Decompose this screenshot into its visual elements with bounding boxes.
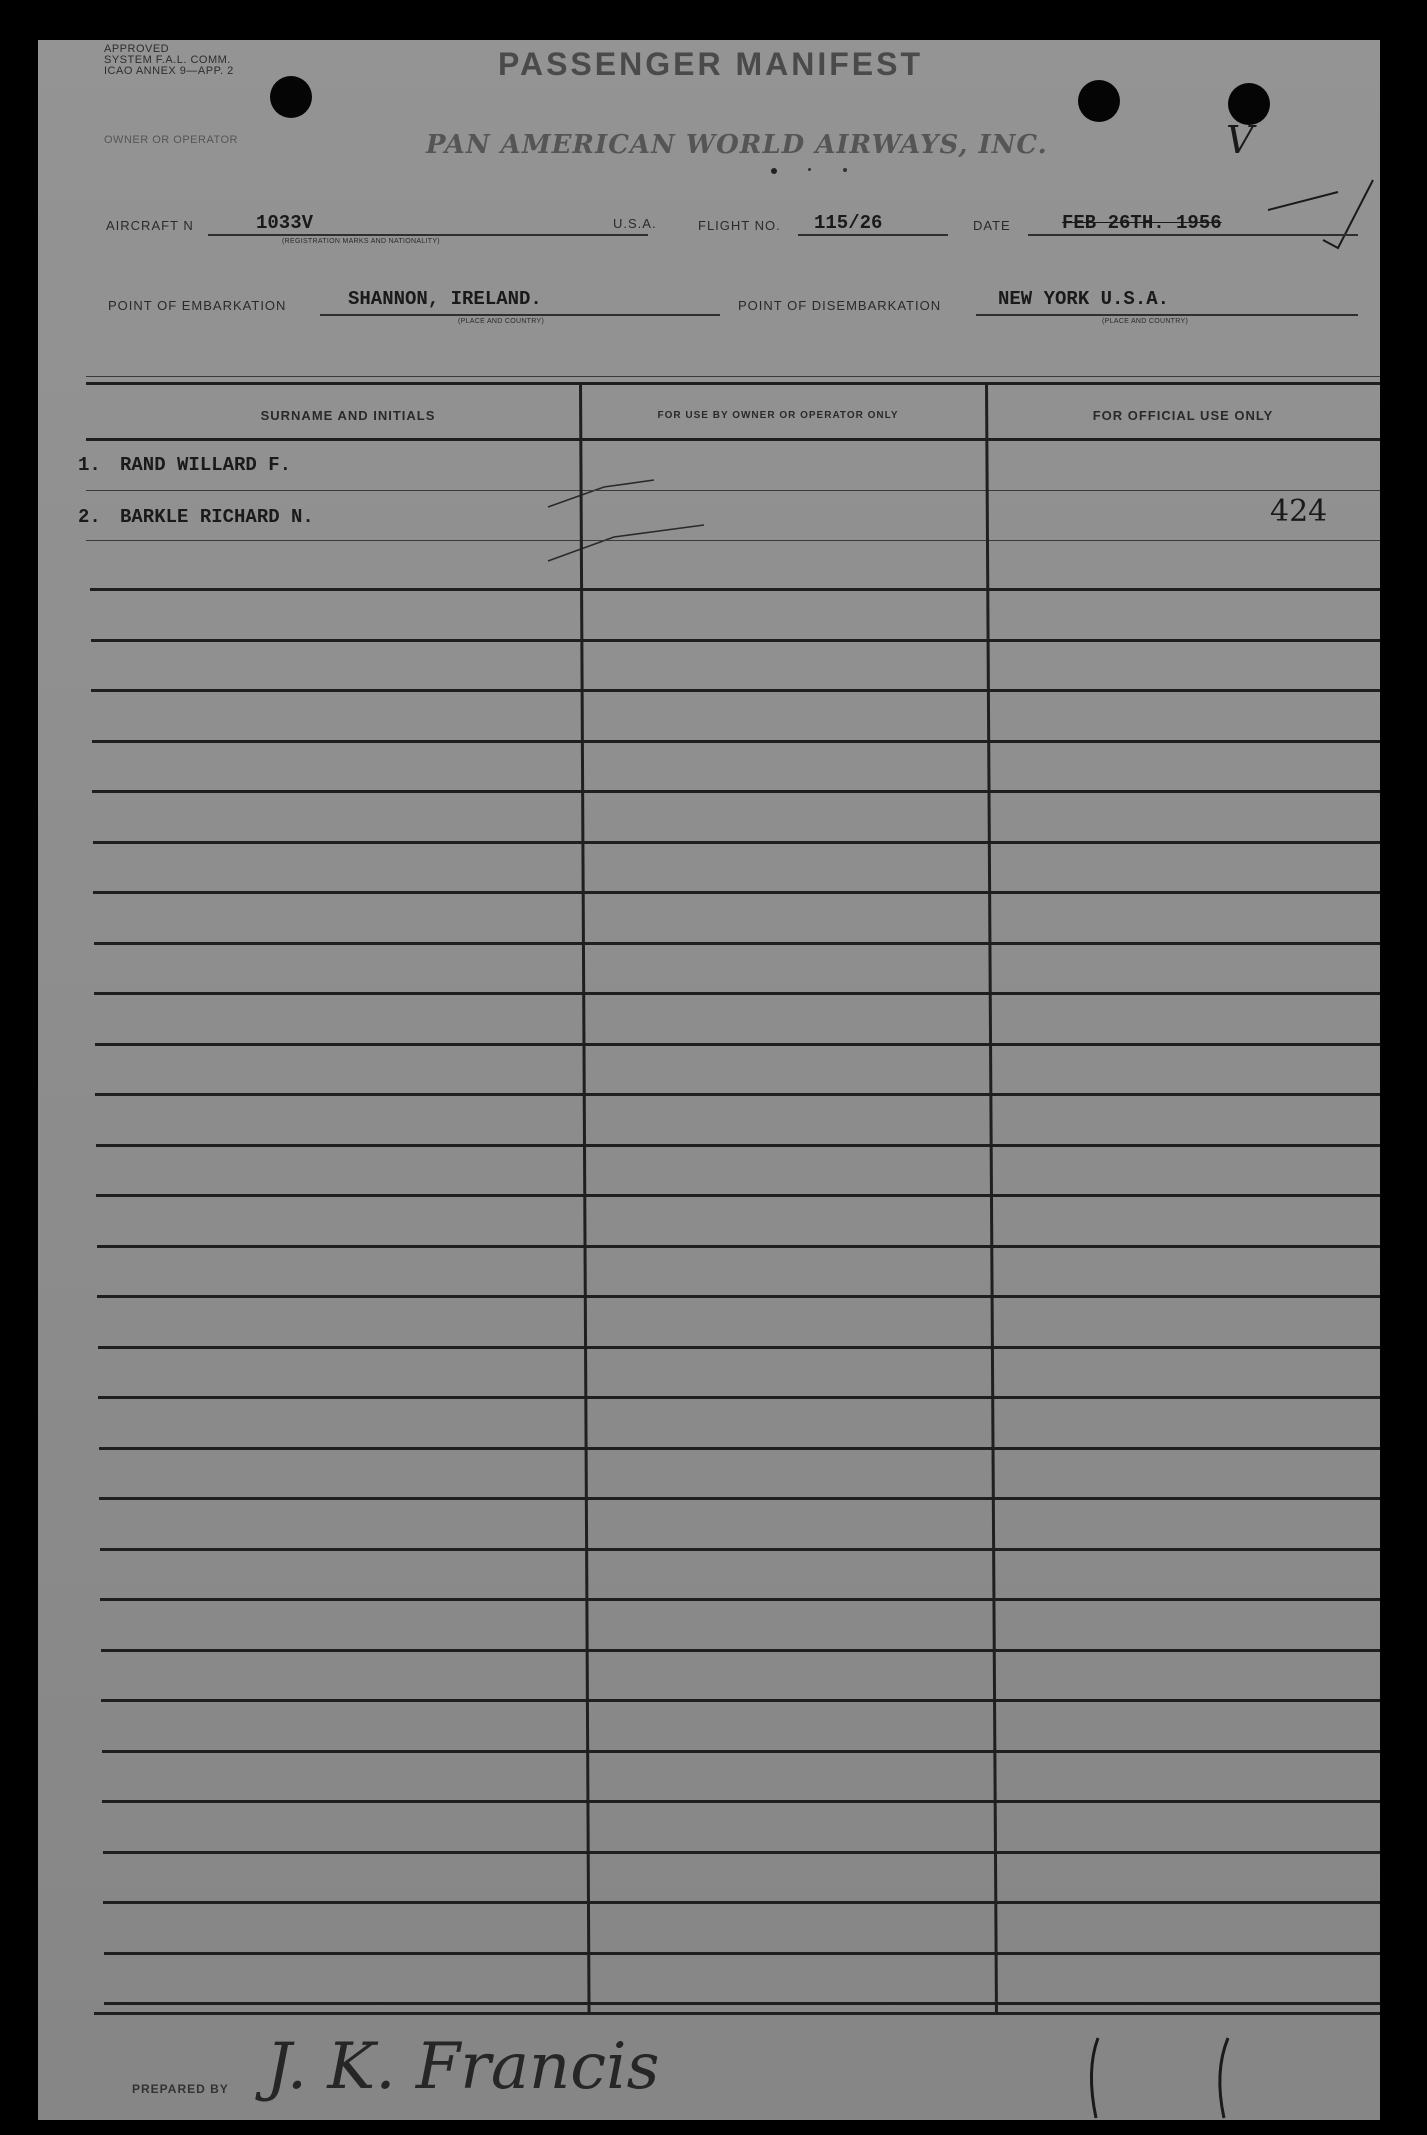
table-row-rule — [103, 1901, 1380, 1904]
table-row-rule — [94, 2012, 1380, 2015]
usa-label: U.S.A. — [613, 216, 657, 231]
table-row-rule — [92, 740, 1381, 743]
table-row-rule — [94, 992, 1380, 995]
prepared-signature: J. K. Francis — [266, 2030, 660, 2104]
approval-line: APPROVED — [104, 43, 170, 55]
table-row-rule — [96, 1144, 1380, 1147]
disembarkation-label: POINT OF DISEMBARKATION — [738, 298, 942, 313]
punch-hole-center — [1078, 80, 1120, 122]
table-row-rule — [96, 1194, 1380, 1197]
owner-label: OWNER OR OPERATOR — [104, 134, 238, 146]
embarkation-label: POINT OF EMBARKATION — [108, 298, 287, 313]
punch-hole-left — [270, 76, 312, 118]
bracket-marks — [1058, 2030, 1278, 2120]
aircraft-label: AIRCRAFT N — [106, 218, 194, 233]
table-row-rule — [97, 1245, 1380, 1248]
table-row-rule — [93, 891, 1380, 894]
column-divider — [579, 382, 591, 2014]
dot-mark — [843, 168, 847, 172]
table-row-rule — [94, 942, 1380, 945]
official-code: 424 — [1270, 494, 1328, 529]
aircraft-number: 1033V — [256, 212, 314, 234]
table-row-rule — [91, 689, 1380, 692]
table-row-rule — [99, 1497, 1380, 1500]
passenger-name: BARKLE RICHARD N. — [120, 506, 314, 528]
dot-mark — [771, 168, 777, 174]
table-row-rule — [93, 841, 1380, 844]
table-row-rule — [86, 540, 1380, 541]
table-row-rule — [100, 1548, 1380, 1551]
flight-number: 115/26 — [814, 212, 883, 234]
table-row-rule — [100, 1598, 1380, 1601]
table-row-rule — [95, 1093, 1380, 1096]
column-divider — [985, 382, 998, 2014]
table-row-rule — [97, 1295, 1380, 1298]
check-mark — [1248, 170, 1378, 250]
approval-stamp — [104, 44, 234, 77]
table-row-rule — [101, 1649, 1380, 1652]
table-row-rule — [101, 1699, 1380, 1702]
table-row-rule — [95, 1043, 1380, 1046]
flight-label: FLIGHT NO. — [698, 218, 781, 233]
date-value: FEB 26TH. 1956 — [1062, 212, 1222, 234]
disembarkation-caption: (PLACE AND COUNTRY) — [1102, 318, 1189, 325]
prepared-label: PREPARED BY — [132, 2082, 229, 2096]
airline-name: PAN AMERICAN WORLD AIRWAYS, INC. — [426, 130, 1048, 160]
passenger-name: RAND WILLARD F. — [120, 454, 292, 476]
passenger-number: 2. — [78, 506, 101, 528]
embarkation-caption: (PLACE AND COUNTRY) — [458, 318, 545, 325]
table-row-rule — [104, 2002, 1380, 2005]
table-row-rule — [92, 790, 1380, 793]
table-row-rule — [90, 588, 1380, 591]
approval-line: ICAO ANNEX 9—APP. 2 — [104, 65, 234, 77]
embarkation-value: SHANNON, IRELAND. — [348, 288, 542, 310]
dot-mark — [808, 168, 811, 171]
table-row-rule — [98, 1396, 1380, 1399]
column-header-official: FOR OFFICIAL USE ONLY — [1092, 408, 1274, 423]
approval-line: SYSTEM F.A.L. COMM. — [104, 54, 231, 66]
manifest-sheet — [38, 40, 1380, 2120]
table-row-rule — [86, 490, 1380, 491]
column-header-surname: SURNAME AND INITIALS — [260, 408, 436, 423]
table-row-rule — [102, 1800, 1380, 1803]
table-row-rule — [86, 438, 1380, 441]
date-label: DATE — [973, 218, 1011, 233]
pen-tick — [544, 435, 744, 575]
disembarkation-value: NEW YORK U.S.A. — [998, 288, 1170, 310]
table-row-rule — [104, 1952, 1380, 1955]
table-row-rule — [103, 1851, 1380, 1854]
inspector-initials: V — [1226, 118, 1254, 162]
table-row-rule — [91, 639, 1381, 642]
aircraft-caption: (REGISTRATION MARKS AND NATIONALITY) — [282, 238, 440, 245]
form-title: PASSENGER MANIFEST — [498, 46, 923, 82]
column-header-operator: FOR USE BY OWNER OR OPERATOR ONLY — [657, 410, 899, 421]
passenger-number: 1. — [78, 454, 101, 476]
table-row-rule — [98, 1346, 1380, 1349]
table-row-rule — [102, 1750, 1380, 1753]
table-row-rule — [99, 1447, 1380, 1450]
